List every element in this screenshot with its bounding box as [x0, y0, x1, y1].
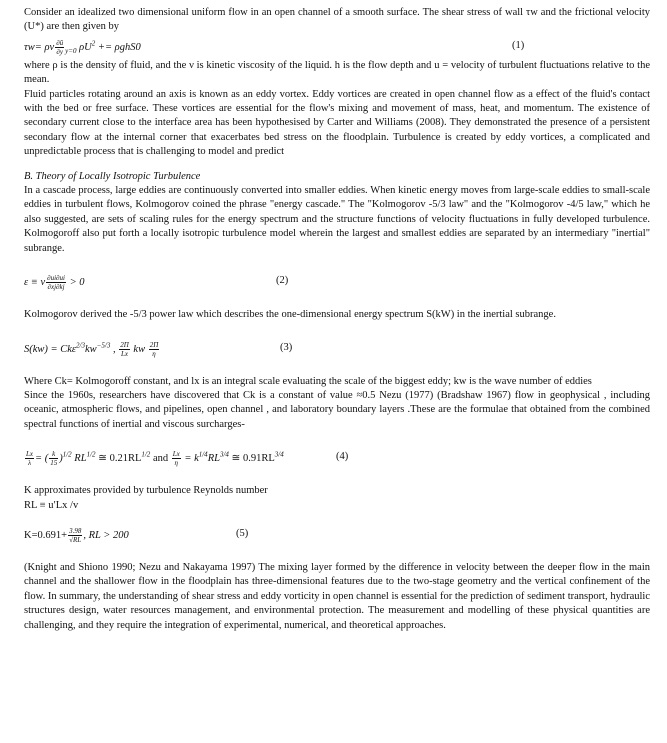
- equation-2: [24, 270, 650, 294]
- paragraph-since-1960s: Since the 1960s, researchers have discovered that Ck is a constant of value ≈0.5 Nezu (1977) (Bradshaw 1967) flow in geophysical , including oceanic, atmospheric flows, and pipelines, open channel , and laboratory boundary layers .These are the formulae that obtained from the combined spectral functions of inertial and viscous surcharges-: [24, 389, 650, 430]
- equation-4-number: (4): [336, 451, 349, 463]
- equation-2-frac-num: ∂ui∂ui: [47, 274, 65, 283]
- equation-4-f1-num: Lx: [26, 450, 33, 459]
- equation-4-fraction-1: [25, 450, 34, 467]
- equation-2-body: [24, 274, 85, 291]
- equation-1-body: [24, 39, 141, 56]
- equation-1-mid: ρU: [79, 41, 92, 53]
- equation-2-frac-den: ∂xj∂kj: [47, 283, 65, 292]
- equation-5: [24, 523, 650, 547]
- equation-2-rhs: > 0: [66, 277, 85, 288]
- equation-1-number: (1): [512, 39, 525, 51]
- equation-1-frac-num: ∂ū: [56, 38, 64, 47]
- paragraph-cascade: In a cascade process, large eddies are continuously converted into smaller eddies. When kinetic energy moves from large-scale eddies to small-scale eddies in turbulent flows, Kolmogorov coined the phrase "energy cascade." The "Kolmogorov -5/3 law" and the "Kolmogorov -4/5 law," which he also suggested, are sets of scaling rules for the energy spectrum and the structure functions of velocity fluctuations in fully developed turbulence. Kolmogoroff also put forth a locally isotropic turbulence model wherein the largest and smallest eddies are separated by an intermediary "inertial" subrange.: [24, 185, 650, 254]
- equation-5-body: [24, 527, 129, 544]
- equation-3-lhs: S(kw) = Ckε: [24, 343, 77, 355]
- paragraph-where: where ρ is the density of fluid, and the ν is kinetic viscosity of the liquid. h is the flow depth and u = velocity of turbulent fluctuations relative to the mean.: [24, 59, 650, 86]
- equation-3-f1-den: Lx: [121, 349, 128, 358]
- equation-4-fraction-2: [49, 450, 58, 467]
- equation-3-mid: kw: [85, 343, 97, 355]
- equation-3-body: [24, 341, 160, 358]
- equation-4: [24, 446, 650, 470]
- equation-1-rhs: += ρghS0: [95, 41, 141, 53]
- equation-1-mid-sup: 2: [91, 39, 96, 48]
- equation-3-mid2: kw: [133, 343, 146, 355]
- equation-4-approx2: ≅ 0.91RL: [228, 453, 275, 465]
- equation-2-fraction: [46, 274, 66, 291]
- paragraph-power-law: Kolmogorov derived the -5/3 power law which describes the one-dimensional energy spectrum S(kW) in the inertial subrange.: [24, 309, 556, 321]
- equation-1: [24, 35, 650, 59]
- equation-5-number: (5): [236, 527, 249, 539]
- equation-3: [24, 337, 650, 361]
- equation-3-sep: ,: [110, 343, 116, 355]
- section-heading: B. Theory of Locally Isotropic Turbulence: [24, 170, 201, 182]
- paragraph-constants: Where Ck= Kolmogoroff constant, and lx is an integral scale evaluating the scale of the biggest eddy; kw is the wave number of eddies: [24, 375, 592, 387]
- equation-2-lhs: ε ≡ ν: [24, 277, 46, 288]
- equation-4-sup1: 1/2: [62, 450, 72, 459]
- equation-5-frac-den: √RL: [69, 535, 82, 544]
- paragraph-reynolds-def: RL ≡ u′Lx /v: [24, 499, 79, 511]
- equation-4-r2: RL: [207, 453, 220, 465]
- equation-5-frac-num: 3.98: [69, 526, 82, 535]
- paragraph-intro: Consider an idealized two dimensional uniform flow in an open channel of a smooth surface. The shear stress of wall τw and the frictional velocity (U*) are then given by: [24, 7, 650, 33]
- equation-4-sup4: 1/4: [198, 450, 208, 459]
- equation-1-frac-den: ∂y: [56, 47, 63, 56]
- equation-1-eval: y=0: [65, 46, 77, 55]
- equation-4-f3-num: Lx: [172, 450, 180, 459]
- equation-3-number: (3): [280, 341, 293, 353]
- equation-4-approx1: ≅ 0.21RL: [95, 453, 142, 465]
- equation-4-eq-c: = k: [181, 453, 199, 465]
- equation-4-f2-num: k: [49, 450, 58, 459]
- equation-4-eq-b: ): [59, 453, 63, 465]
- paper-page: [24, 6, 650, 633]
- paragraph-summary: (Knight and Shiono 1990; Nezu and Nakayama 1997) The mixing layer formed by the difference in velocity between the deeper flow in the main channel and the shallower flow in the floodplain has three-dimensional features due to the two-stage geometry and the vertical confinement of the flow. In summary, the understanding of shear stress and eddy vorticity in open channel is essential for the prediction of sediment transport, hydraulic structures design, water resources management, and environmental protection. The measurement and modelling of these physical quantities are challenging, and they require the integration of experimental, numerical, and theoretical approaches.: [24, 561, 650, 631]
- equation-4-f1-den: λ: [27, 459, 32, 468]
- equation-4-f3-den: η: [174, 459, 178, 468]
- equation-3-fraction-1: [119, 341, 130, 358]
- equation-3-fraction-2: [149, 341, 160, 358]
- paragraph-k-approx: K approximates provided by turbulence Reynolds number: [24, 485, 268, 497]
- equation-4-sup2: 1/2: [86, 450, 96, 459]
- equation-5-fraction: [68, 527, 82, 544]
- equation-4-sup6: 3/4: [274, 450, 284, 459]
- equation-4-fraction-3: [172, 450, 181, 467]
- equation-4-sup5: 3/4: [219, 450, 229, 459]
- equation-3-f1-num: 2Π: [120, 340, 129, 349]
- equation-4-eq-a: = (: [35, 453, 49, 465]
- equation-1-lhs: τw= ρv: [24, 41, 55, 53]
- equation-4-r1: RL: [74, 453, 87, 465]
- equation-5-lhs: K=0.691+: [24, 529, 68, 541]
- equation-2-number: (2): [276, 275, 289, 287]
- equation-4-body: [24, 450, 284, 467]
- equation-1-fraction: [55, 39, 64, 56]
- equation-5-rhs: , RL > 200: [83, 529, 129, 541]
- equation-4-f2-den: 15: [50, 459, 58, 468]
- equation-3-sup2: −5/3: [96, 340, 111, 349]
- paragraph-eddy-vortex: Fluid particles rotating around an axis is known as an eddy vortex. Eddy vortices are created in open channel flow as a effect of the fluid's contact with the bed or free surface. These vortices are essential for the flow's mixing and movement of mass, heat, and momentum. The existence of secondary current close to the interface area has been hypothesised by Carter and Williams (2008). They demonstrated the presence of a persistent secondary flow at the internal corner that exacerbates bed stress on the floodplain. Turbulence is created by eddy vortices, a complicated and unpredictable process that is challenging to model and predict: [24, 88, 650, 158]
- equation-4-and: and: [150, 453, 171, 465]
- equation-3-sup1: 2/3: [76, 340, 85, 349]
- equation-3-f2-num: 2Π: [149, 340, 159, 349]
- equation-4-sup3: 1/2: [141, 450, 151, 459]
- equation-3-f2-den: η: [152, 349, 156, 358]
